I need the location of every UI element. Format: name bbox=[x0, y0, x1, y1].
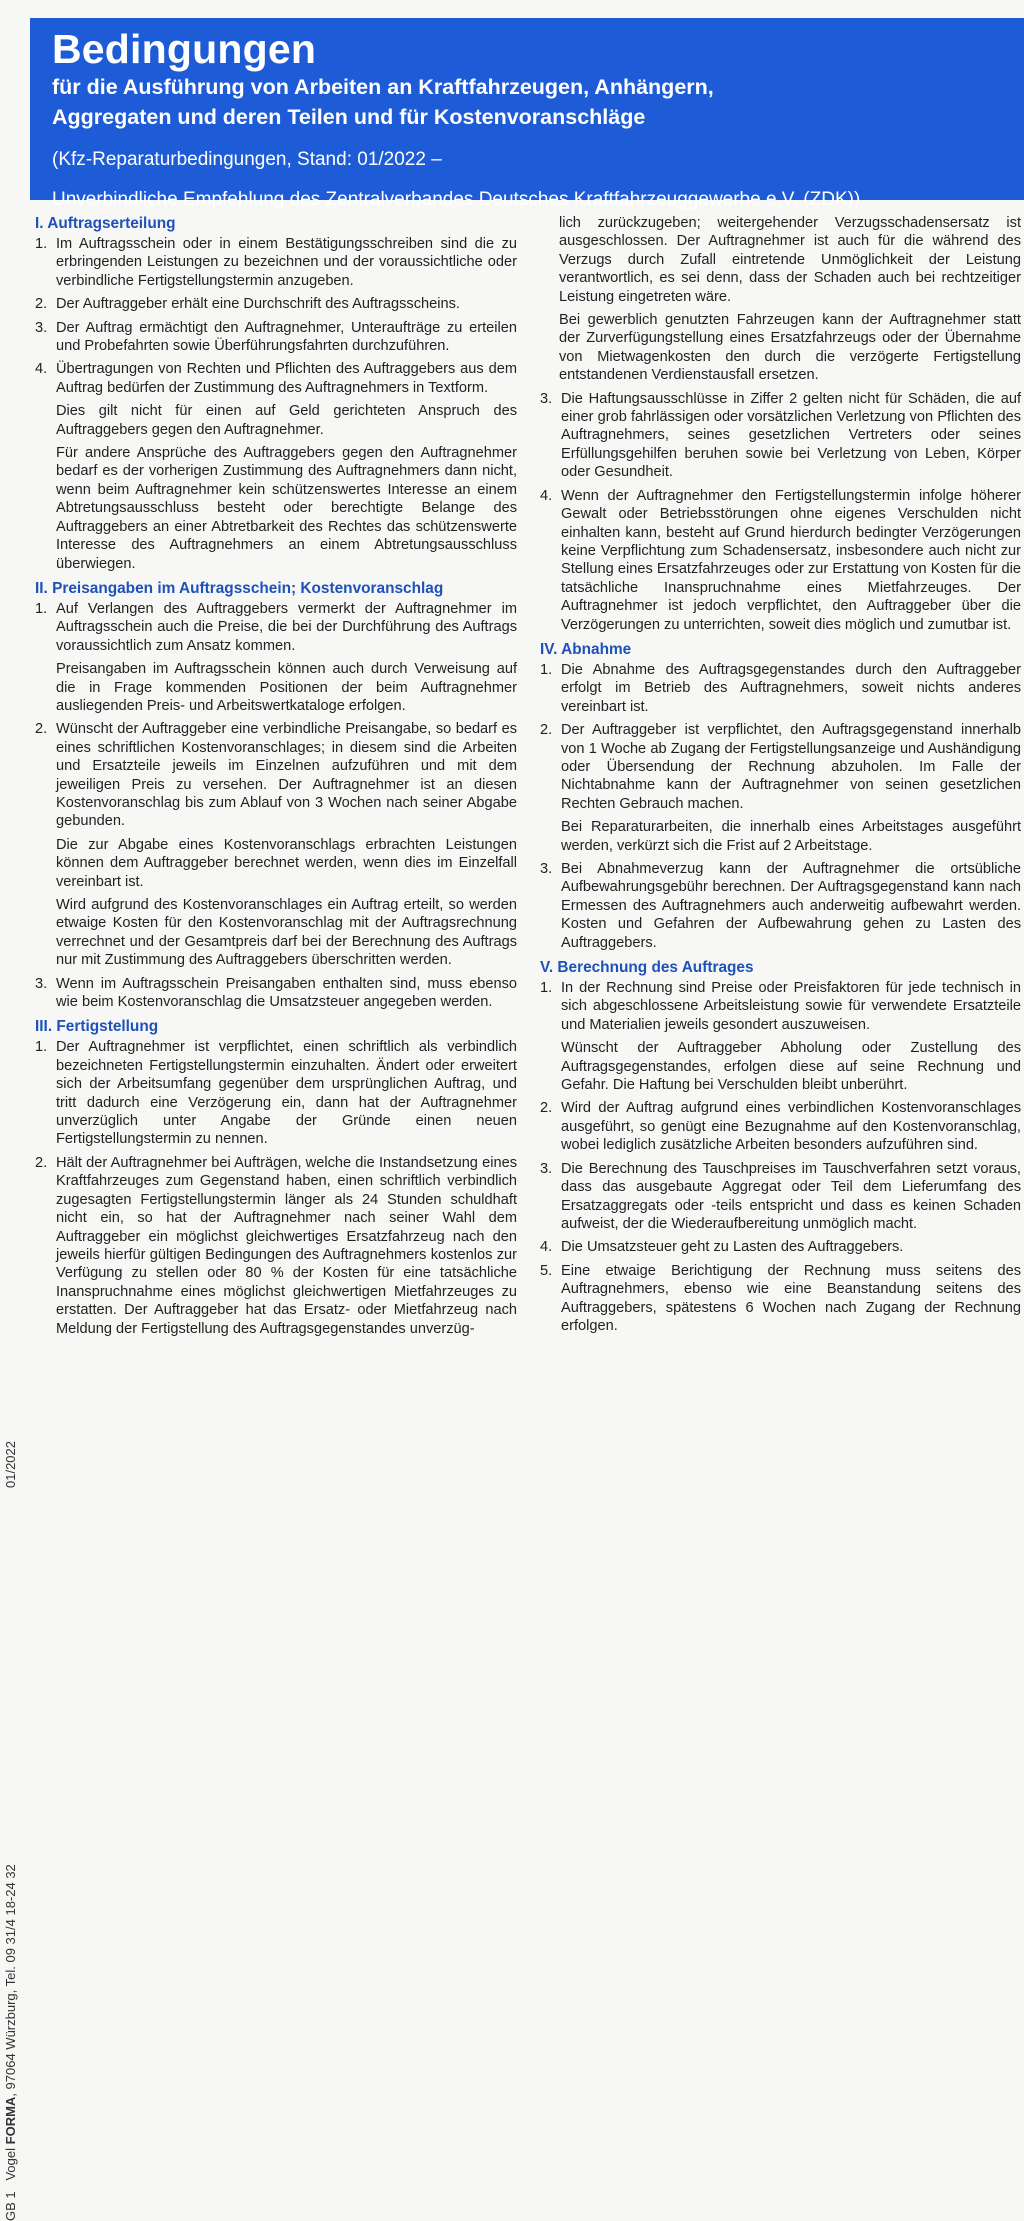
clause-paragraph: Bei gewerblich genutzten Fahrzeugen kann der Auftragnehmer statt der Zurverfügungstellung eines Ersatzfahrzeugs oder der Übernahme von Mietwagenkosten den durch die verzögerte Fertigstellung entstandenen Verdienstausfall ersetzen. bbox=[559, 312, 1021, 384]
section-fertigstellung bbox=[35, 1017, 517, 1338]
clause-text: In der Rechnung sind Preise oder Preisfaktoren für jede technisch in sich abgeschlossene Arbeitsleistung sowie für verwendete Ersatzteile und Materialien jeweils gesondert auszuweisen. bbox=[561, 980, 1021, 1033]
publisher-imprint bbox=[2, 1441, 20, 2221]
clause-number: 2. bbox=[540, 722, 553, 739]
section-heading: IV. Abnahme bbox=[540, 640, 632, 658]
section-preisangaben bbox=[35, 579, 517, 1012]
section-heading: II. Preisangaben im Auftragsschein; Kostenvoranschlag bbox=[35, 579, 444, 597]
clause-paragraph: Dies gilt nicht für einen auf Geld gerichteten Anspruch des Auftraggebers gegen den Auftragnehmer. bbox=[56, 403, 517, 438]
document-version-line-2: Unverbindliche Empfehlung des Zentralverbandes Deutsches Kraftfahrzeuggewerbe e.V. (ZDK)) bbox=[52, 189, 861, 210]
section-berechnung bbox=[540, 958, 1021, 1335]
clause-continuation: lich zurückzugeben; weitergehender Verzugsschadensersatz ist ausgeschlossen. Der Auftragnehmer ist auch für die während des Verzugs durch Zufall eintretende Unmöglichkeit der Leistung verantwortlich, es sei denn, dass der Schaden auch bei rechtzeitiger Leistung eingetreten wäre. bbox=[559, 215, 1021, 305]
clause-number: 3. bbox=[540, 1160, 553, 1177]
clause bbox=[540, 1238, 1021, 1256]
clause-paragraph: Bei Reparaturarbeiten, die innerhalb eines Arbeitstages ausgeführt werden, verkürzt sich die Frist auf 2 Arbeitstage. bbox=[561, 819, 1021, 854]
document-version-line-1: (Kfz-Reparaturbedingungen, Stand: 01/2022 – bbox=[52, 149, 442, 170]
clause-paragraph: Wünscht der Auftraggeber Abholung oder Zustellung des Auftragsgegenstandes, erfolgen diese auf seine Rechnung und Gefahr. Die Haftung bei Verschulden bleibt unberührt. bbox=[561, 1040, 1021, 1094]
clause bbox=[540, 1262, 1021, 1336]
clause-number: 3. bbox=[540, 390, 553, 407]
clause bbox=[540, 860, 1021, 952]
clause-text: Der Auftraggeber erhält eine Durchschrift des Auftragsscheins. bbox=[56, 296, 460, 313]
clause bbox=[540, 1160, 1021, 1234]
clause-text: Wenn der Auftragnehmer den Fertigstellungstermin infolge höherer Gewalt oder Betriebsstörungen ohne eigenes Verschulden nicht einhalten kann, besteht auf Grund hierdurch bedingter Verzögerungen keine Verpflichtung zum Schadensersatz, insbesondere auch nicht zur Stellung eines Ersatzfahrzeuges oder zur Erstattung von Kosten für die tatsächliche Inanspruchnahme eines Mietfahrzeuges. Der Auftragnehmer ist jedoch verpflichtet, den Auftraggeber über die Verzögerungen zu unterrichten, soweit dies möglich und zumutbar ist. bbox=[561, 487, 1021, 633]
section-heading: V. Berechnung des Auftrages bbox=[540, 959, 754, 977]
publisher-line bbox=[2, 1864, 20, 2221]
section-abnahme bbox=[540, 640, 1021, 952]
clause-number: 3. bbox=[35, 319, 48, 336]
document-subtitle-line-1: für die Ausführung von Arbeiten an Kraftfahrzeugen, Anhängern, bbox=[52, 75, 714, 99]
clause bbox=[35, 295, 517, 313]
clause bbox=[35, 235, 517, 290]
clause-number: 3. bbox=[35, 975, 48, 992]
clause bbox=[35, 975, 517, 1012]
clause-text: Wünscht der Auftraggeber eine verbindliche Preisangabe, so bedarf es eines schriftlichen Kostenvoranschlages; in diesem sind die Arbeiten und Ersatzteile jeweils im Einzelnen aufzuführen und mit dem jeweiligen Preis zu versehen. Der Auftragnehmer ist an diesen Kostenvoranschlag bis zum Ablauf von 3 Wochen nach seiner Abgabe gebunden. bbox=[56, 721, 517, 830]
clause-text: Wird der Auftrag aufgrund eines verbindlichen Kostenvoranschlages ausgeführt, so genügt eine Bezugnahme auf den Kostenvoranschlag, wobei lediglich zusätzliche Arbeiten besonders aufzuführen sind. bbox=[561, 1100, 1021, 1154]
clause-number: 2. bbox=[35, 1154, 48, 1171]
clause-paragraph: Für andere Ansprüche des Auftraggebers gegen den Auftragnehmer bedarf es der vorherigen Zustimmung des Auftragnehmers dann nicht, wenn beim Auftragnehmer kein schützenswertes Interesse an einem Abtretungsausschluss besteht oder berechtigte Belange des Auftraggebers an einer Abtretbarkeit des Rechtes das schützenswerte Interesse des Auftragnehmers an einem Abtretungsausschluss überwiegen. bbox=[56, 445, 517, 572]
clause bbox=[35, 360, 517, 397]
clause-paragraph: Preisangaben im Auftragsschein können auch durch Verweisung auf die in Frage kommenden Positionen der beim Auftragnehmer ausliegenden Preis- und Arbeitswertkataloge erfolgen. bbox=[56, 661, 517, 714]
clause bbox=[35, 319, 517, 356]
right-column bbox=[540, 214, 1021, 1341]
edition-date: 01/2022 bbox=[3, 1441, 18, 1488]
clause-text: Im Auftragsschein oder in einem Bestätigungsschreiben sind die zu erbringenden Leistungen zu bezeichnen und der voraussichtliche oder verbindliche Fertigstellungstermin anzugeben. bbox=[56, 236, 517, 289]
document-title: Bedingungen bbox=[52, 26, 317, 72]
clause-text: Hält der Auftragnehmer bei Aufträgen, welche die Instandsetzung eines Kraftfahrzeuges zum Gegenstand haben, einen schriftlich verbindlich zugesagten Fertigstellungstermin länger als 24 Stunden schuldhaft nicht ein, so hat der Auftragnehmer nach seiner Wahl dem Auftraggeber ein möglichst gleichwertiges Ersatzfahrzeug nach den jeweils hierfür gültigen Bedingungen des Auftragnehmers kostenlos zur Verfügung zu stellen oder 80 % der Kosten für eine tatsächliche Inanspruchnahme eines möglichst gleichwertigen Mietfahrzeuges zu erstatten. Der Auftraggeber hat das Ersatz- oder Mietfahrzeug nach Meldung der Fertigstellung des Auftragsgegenstandes unverzüg- bbox=[56, 1154, 517, 1337]
clause-text: Die Haftungsausschlüsse in Ziffer 2 gelten nicht für Schäden, die auf einer grob fahrlässigen oder vorsätzlichen Verletzung von Pflichten des Auftragnehmers, seines gesetzlichen Vertreters oder seines Erfüllungsgehilfen beruhen sowie bei Verletzung von Leben, Körper oder Gesundheit. bbox=[561, 390, 1021, 481]
clause-number: 1. bbox=[35, 600, 48, 617]
clause-number: 2. bbox=[35, 721, 48, 738]
clause-text: Die Umsatzsteuer geht zu Lasten des Auftraggebers. bbox=[561, 1239, 904, 1256]
clause-text: Wenn im Auftragsschein Preisangaben enthalten sind, muss ebenso wie beim Kostenvoranschlag die Umsatzsteuer angegeben werden. bbox=[56, 975, 517, 1011]
clause-number: 2. bbox=[540, 1100, 553, 1117]
form-id: GB 1 bbox=[3, 2191, 18, 2221]
clause bbox=[540, 487, 1021, 634]
clause-number: 2. bbox=[35, 296, 48, 313]
clause-number: 4. bbox=[540, 1239, 553, 1256]
section-fertigstellung-continued bbox=[540, 214, 1021, 634]
publisher-address: , 97064 Würzburg, Tel. 09 31/4 18-24 32 bbox=[3, 1864, 18, 2097]
clause bbox=[540, 390, 1021, 482]
section-heading: III. Fertigstellung bbox=[35, 1018, 159, 1036]
document-subtitle-line-2: Aggregaten und deren Teilen und für Kostenvoranschläge bbox=[52, 105, 646, 129]
clause-paragraph: Wird aufgrund des Kostenvoranschlages ein Auftrag erteilt, so werden etwaige Kosten für den Kostenvoranschlag mit der Auftragsrechnung verrechnet und der Gesamtpreis darf bei der Berechnung des Auftrags nur mit Zustimmung des Auftraggebers überschritten werden. bbox=[56, 897, 517, 969]
clause-text: Übertragungen von Rechten und Pflichten des Auftraggebers aus dem Auftrag bedürfen der Zustimmung des Auftragnehmers in Textform. bbox=[56, 361, 517, 396]
clause bbox=[35, 1154, 517, 1338]
left-column bbox=[35, 214, 517, 1344]
clause-number: 4. bbox=[540, 487, 553, 504]
clause-text: Die Berechnung des Tauschpreises im Tauschverfahren setzt voraus, dass das ausgebaute Aggregat oder Teil dem Lieferumfang des Ersatzaggregats oder -teils entspricht und dass es keinen Schaden aufweist, der die Wiederaufbereitung unmöglich macht. bbox=[561, 1160, 1021, 1232]
publisher-brand: FORMA bbox=[3, 2096, 18, 2145]
clause bbox=[540, 979, 1021, 1034]
clause-text: Eine etwaige Berichtigung der Rechnung muss seitens des Auftragnehmers, ebenso wie eine Beanstandung seitens des Auftraggebers, spätestens 6 Wochen nach Zugang der Rechnung erfolgen. bbox=[561, 1262, 1021, 1334]
clause-text: Der Auftrag ermächtigt den Auftragnehmer, Unteraufträge zu erteilen und Probefahrten sowie Überführungsfahrten durchzuführen. bbox=[56, 319, 517, 355]
clause-text: Der Auftragnehmer ist verpflichtet, einen schriftlich als verbindlich bezeichneten Fertigstellungstermin einzuhalten. Ändert oder erweitert sich der Arbeitsumfang gegenüber dem ursprünglichen Auftrag, und tritt dadurch eine Verzögerung ein, dann hat der Auftragnehmer unverzüglich unter Angabe der Gründe einen neuen Fertigstellungstermin zu nennen. bbox=[56, 1039, 517, 1148]
clause bbox=[35, 600, 517, 655]
clause-number: 3. bbox=[540, 861, 553, 877]
clause-number: 1. bbox=[540, 980, 553, 997]
clause-number: 1. bbox=[35, 1039, 48, 1056]
clause bbox=[540, 721, 1021, 813]
document-header bbox=[30, 18, 1024, 210]
clause-text: Die Abnahme des Auftragsgegenstandes durch den Auftraggeber erfolgt im Betrieb des Auftragnehmers, soweit nichts anderes vereinbart ist. bbox=[561, 661, 1021, 715]
clause-paragraph: Die zur Abgabe eines Kostenvoranschlags erbrachten Leistungen können dem Auftraggeber berechnet werden, wenn dies im Einzelfall vereinbart ist. bbox=[56, 836, 517, 890]
clause-text: Bei Abnahmeverzug kann der Auftragnehmer die ortsübliche Aufbewahrungsgebühr berechnen. Der Auftragsgegenstand kann nach Ermessen des Auftragnehmers auch anderweitig aufbewahrt werden. Kosten und Gefahren der Aufbewahrung gehen zu Lasten des Auftraggebers. bbox=[561, 861, 1021, 951]
clause bbox=[540, 661, 1021, 716]
clause-number: 1. bbox=[35, 236, 48, 252]
clause bbox=[35, 1038, 517, 1148]
clause bbox=[35, 720, 517, 830]
section-heading: I. Auftragserteilung bbox=[35, 215, 176, 232]
publisher-prefix: Vogel bbox=[3, 2147, 18, 2181]
publisher-sidebar bbox=[2, 679, 20, 2221]
clause-number: 5. bbox=[540, 1262, 553, 1279]
section-auftragserteilung bbox=[35, 214, 517, 573]
clause-text: Der Auftraggeber ist verpflichtet, den Auftragsgegenstand innerhalb von 1 Woche ab Zugang der Fertigstellungsanzeige und Aushändigung oder Übersendung der Rechnung abzuholen. Im Falle der Nichtabnahme kann der Auftragnehmer von seinen gesetzlichen Rechten Gebrauch machen. bbox=[561, 722, 1021, 812]
clause-number: 4. bbox=[35, 361, 48, 378]
clause bbox=[540, 1099, 1021, 1154]
clause-text: Auf Verlangen des Auftraggebers vermerkt der Auftragnehmer im Auftragsschein auch die Preise, die bei der Durchführung des Auftrags voraussichtlich zum Ansatz kommen. bbox=[56, 600, 517, 654]
clause-number: 1. bbox=[540, 661, 553, 678]
